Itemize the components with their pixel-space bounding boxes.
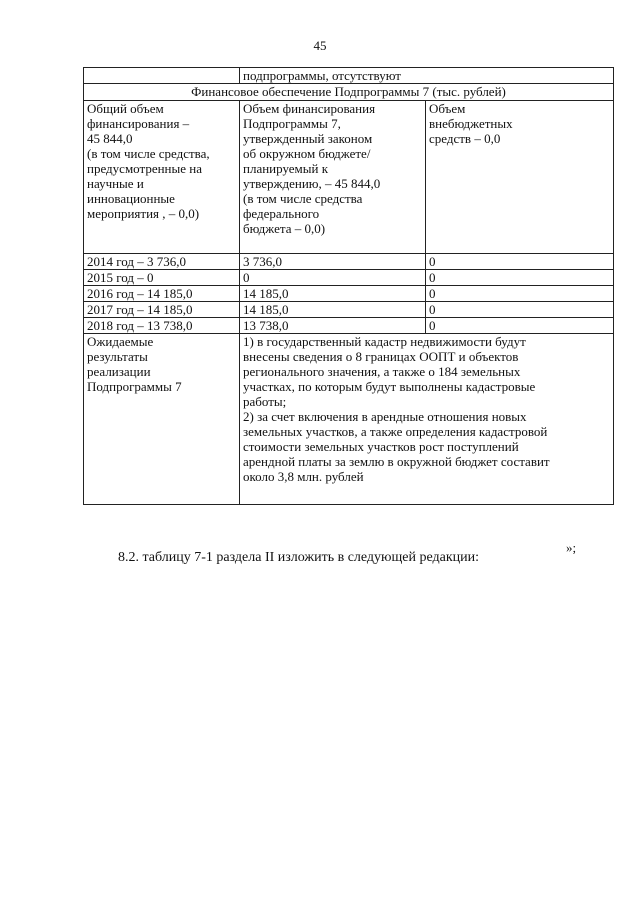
table-row bbox=[84, 302, 614, 318]
empty-cell bbox=[84, 68, 240, 84]
table-row bbox=[84, 254, 614, 270]
year-cell: 2016 год – 14 185,0 bbox=[84, 286, 240, 302]
extra-value-cell: 0 bbox=[426, 270, 614, 286]
table-row bbox=[84, 68, 614, 84]
budget-value-cell: 14 185,0 bbox=[240, 286, 426, 302]
budget-financing-cell: Объем финансирования Подпрограммы 7, утвержденный законом об окружном бюджете/ планируемый к утверждению, – 45 844,0 (в том числе средства федерального бюджета – 0,0) bbox=[240, 101, 426, 254]
year-cell: 2018 год – 13 738,0 bbox=[84, 318, 240, 334]
results-label-cell: Ожидаемые результаты реализации Подпрограммы 7 bbox=[84, 334, 240, 505]
top-row-text: подпрограммы, отсутствуют bbox=[243, 68, 401, 83]
instruction-paragraph: 8.2. таблицу 7-1 раздела II изложить в следующей редакции: bbox=[118, 550, 480, 565]
table-row bbox=[84, 286, 614, 302]
table-row bbox=[84, 334, 614, 505]
results-text-cell: 1) в государственный кадастр недвижимости будут внесены сведения о 8 границах ООПТ и объектов регионального значения, а также о 184 земельных участках, по которым будут выполнены кадастровые работы; 2) за счет включения в арендные отношения новых земельных участков, а также определения кадастровой стоимости земельных участков рост поступлений арендной платы за землю в окружной бюджет составит около 3,8 млн. рублей bbox=[240, 334, 614, 505]
extra-value-cell: 0 bbox=[426, 286, 614, 302]
budget-value-cell: 13 738,0 bbox=[240, 318, 426, 334]
closing-quote: »; bbox=[566, 540, 577, 555]
budget-value-cell: 14 185,0 bbox=[240, 302, 426, 318]
financing-table bbox=[83, 67, 614, 505]
extra-value-cell: 0 bbox=[426, 254, 614, 270]
table-row bbox=[84, 318, 614, 334]
year-cell: 2014 год – 3 736,0 bbox=[84, 254, 240, 270]
extra-budget-cell: Объем внебюджетных средств – 0,0 bbox=[426, 101, 614, 254]
table-row bbox=[84, 101, 614, 254]
total-financing-cell: Общий объем финансирования – 45 844,0 (в том числе средства, предусмотренные на научные и инновационные мероприятия , – 0,0) bbox=[84, 101, 240, 254]
extra-value-cell: 0 bbox=[426, 318, 614, 334]
page-number: 45 bbox=[313, 38, 327, 53]
financing-heading: Финансовое обеспечение Подпрограммы 7 (тыс. рублей) bbox=[84, 84, 614, 101]
table-row bbox=[84, 270, 614, 286]
top-row-cell bbox=[240, 68, 614, 84]
extra-value-cell: 0 bbox=[426, 302, 614, 318]
year-cell: 2015 год – 0 bbox=[84, 270, 240, 286]
budget-value-cell: 0 bbox=[240, 270, 426, 286]
year-cell: 2017 год – 14 185,0 bbox=[84, 302, 240, 318]
table-row bbox=[84, 84, 614, 101]
budget-value-cell: 3 736,0 bbox=[240, 254, 426, 270]
